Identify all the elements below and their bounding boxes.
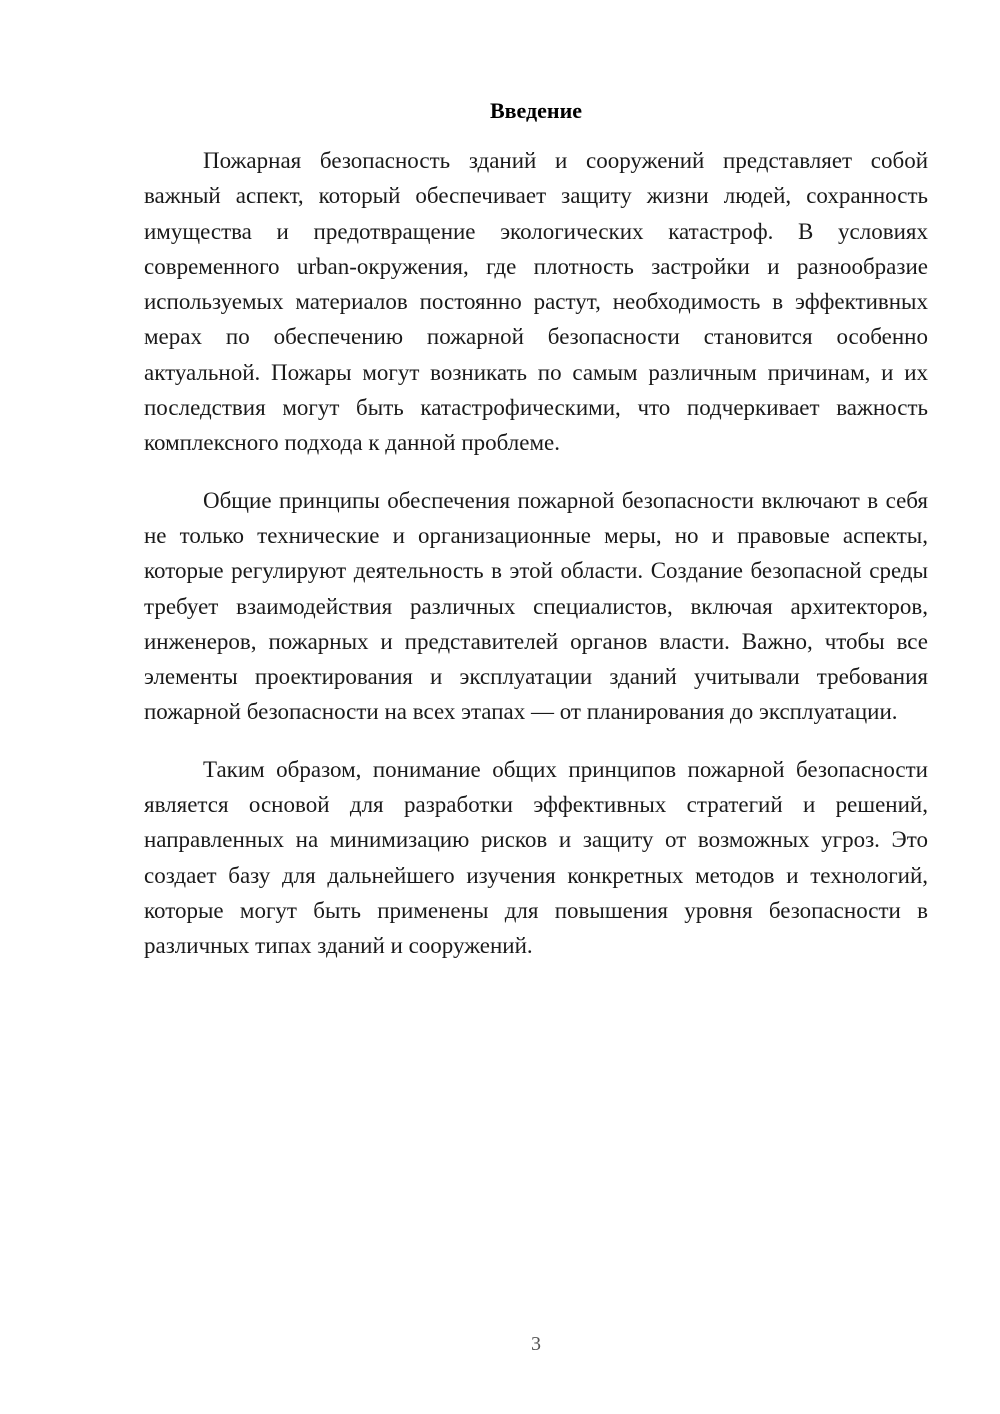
page-number: 3 <box>531 1333 541 1355</box>
body-text <box>144 143 928 986</box>
paragraph-1: Пожарная безопасность зданий и сооружений представляет собой важный аспект, который обеспечивает защиту жизни людей, сохранность имущества и предотвращение экологических катастроф. В условиях современного urban-окружения, где плотность застройки и разнообразие используемых материалов постоянно растут, необходимость в эффективных мерах по обеспечению пожарной безопасности становится особенно актуальной. Пожары могут возникать по самым различным причинам, и их последствия могут быть катастрофическими, что подчеркивает важность комплексного подхода к данной проблеме. <box>144 148 928 456</box>
paragraph-3: Таким образом, понимание общих принципов пожарной безопасности является основой для разработки эффективных стратегий и решений, направленных на минимизацию рисков и защиту от возможных угроз. Это создает базу для дальнейшего изучения конкретных методов и технологий, которые могут быть применены для повышения уровня безопасности в различных типах зданий и сооружений. <box>144 756 928 959</box>
section-heading: Введение <box>489 98 583 123</box>
paragraph-2: Общие принципы обеспечения пожарной безопасности включают в себя не только технические и организационные меры, но и правовые аспекты, которые регулируют деятельность в этой области. Создание безопасной среды требует взаимодействия различных специалистов, включая архитекторов, инженеров, пожарных и представителей органов власти. Важно, чтобы все элементы проектирования и эксплуатации зданий учитывали требования пожарной безопасности на всех этапах — от планирования до эксплуатации. <box>144 487 928 725</box>
